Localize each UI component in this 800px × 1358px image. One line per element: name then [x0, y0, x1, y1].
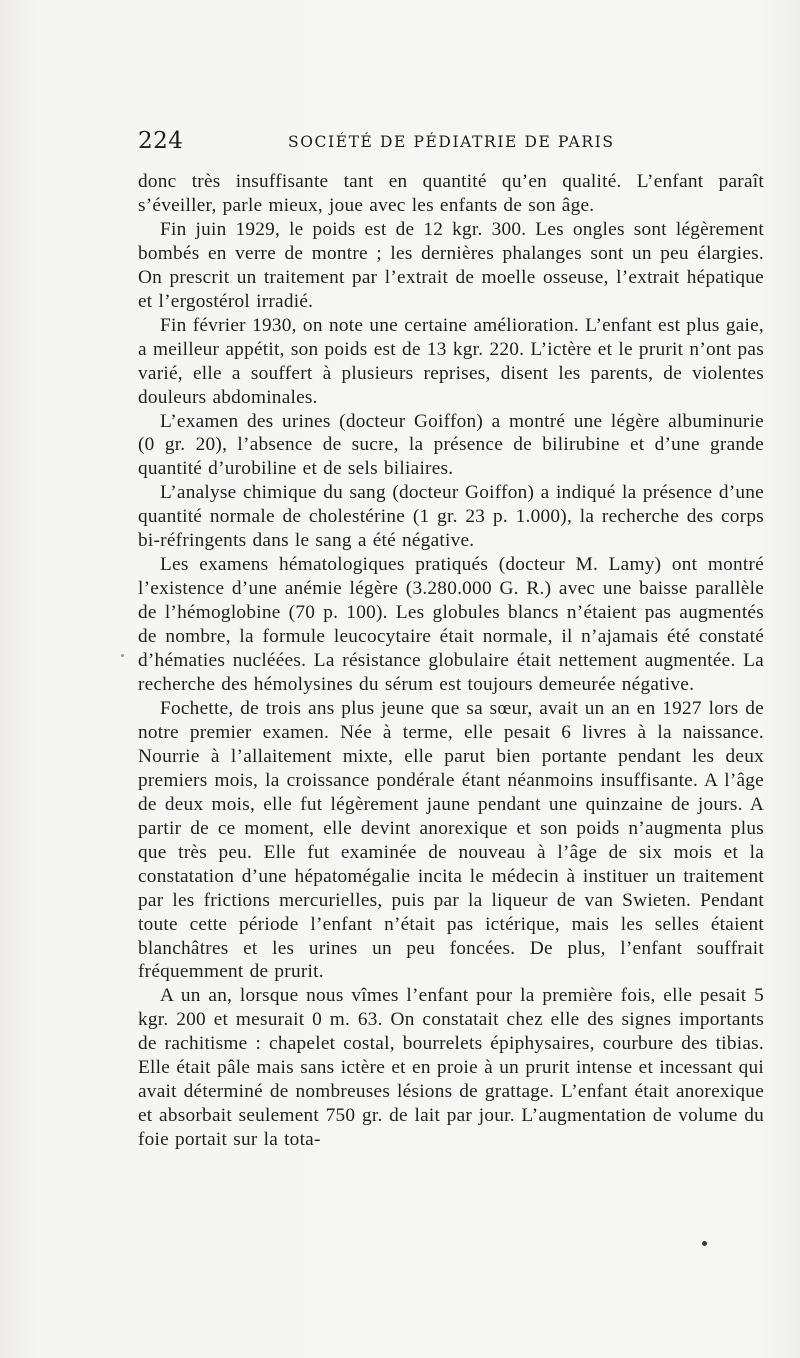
margin-speck: [121, 654, 124, 657]
body-text: [138, 170, 764, 1152]
paragraph-june-1929: Fin juin 1929, le poids est de 12 kgr. 300. Les ongles sont légèrement bombés en verre de montre ; les dernières phalanges sont un peu élargies. On prescrit un traitement par l’extrait de moelle osseuse, l’extrait hépatique et l’ergostérol irradié.: [138, 218, 764, 312]
paragraph-fochette-history: Fochette, de trois ans plus jeune que sa sœur, avait un an en 1927 lors de notre premier examen. Née à terme, elle pesait 6 livres à la naissance. Nourrie à l’allaitement mixte, elle parut bien portante pendant les deux premiers mois, la croissance pondérale étant néanmoins insuffisante. A l’âge de deux mois, elle fut légèrement jaune pendant une quinzaine de jours. A partir de ce moment, elle devint anorexique et son poids n’augmenta plus que très peu. Elle fut examinée de nouveau à l’âge de six mois et la constatation d’une hépatomégalie incita le médecin à instituer un traitement par les frictions mercurielles, puis par la liqueur de van Swieten. Pendant toute cette période l’enfant n’était pas ictérique, mais les selles étaient blanchâtres et les urines un peu foncées. De plus, l’enfant souffrait fréquemment de prurit.: [138, 697, 764, 983]
paragraph-urine-exam: L’examen des urines (docteur Goiffon) a montré une légère albuminurie (0 gr. 20), l’absence de sucre, la présence de bilirubine et d’une grande quantité d’urobiline et de sels biliaires.: [138, 410, 764, 480]
paragraph-continuation: donc très insuffisante tant en quantité qu’en qualité. L’enfant paraît s’éveiller, parle mieux, joue avec les enfants de son âge.: [138, 171, 764, 216]
paragraph-february-1930: Fin février 1930, on note une certaine amélioration. L’enfant est plus gaie, a meilleur appétit, son poids est de 13 kgr. 220. L’ictère et le prurit n’ont pas varié, elle a souffert à plusieurs reprises, disent les parents, de violentes douleurs abdominales.: [138, 314, 764, 408]
page-number: 224: [138, 128, 184, 154]
page-header: [138, 128, 766, 158]
paragraph-one-year-exam: A un an, lorsque nous vîmes l’enfant pour la première fois, elle pesait 5 kgr. 200 et mesurait 0 m. 63. On constatait chez elle des signes importants de rachitisme : chapelet costal, bourrelets épiphysaires, courbure des tibias. Elle était pâle mais sans ictère et en proie à un prurit intense et incessant qui avait déterminé de nombreuses lésions de grattage. L’enfant était anorexique et absorbait seulement 750 gr. de lait par jour. L’augmentation de volume du foie portait sur la tota-: [138, 985, 764, 1151]
paragraph-hematology: Les examens hématologiques pratiqués (docteur M. Lamy) ont montré l’existence d’une anémie légère (3.280.000 G. R.) avec une baisse parallèle de l’hémoglobine (70 p. 100). Les globules blancs n’étaient pas augmentés de nombre, la formule leucocytaire était normale, il n’ajamais été constaté d’hématies nucléées. La résistance globulaire était nettement augmentée. La recherche des hémolysines du sérum est toujours demeurée négative.: [138, 554, 764, 696]
paragraph-blood-chemistry: L’analyse chimique du sang (docteur Goiffon) a indiqué la présence d’une quantité normale de cholestérine (1 gr. 23 p. 1.000), la recherche des corps bi-réfringents dans le sang a été négative.: [138, 482, 764, 552]
running-head: SOCIÉTÉ DE PÉDIATRIE DE PARIS: [288, 133, 615, 151]
ink-dot: [702, 1241, 707, 1246]
